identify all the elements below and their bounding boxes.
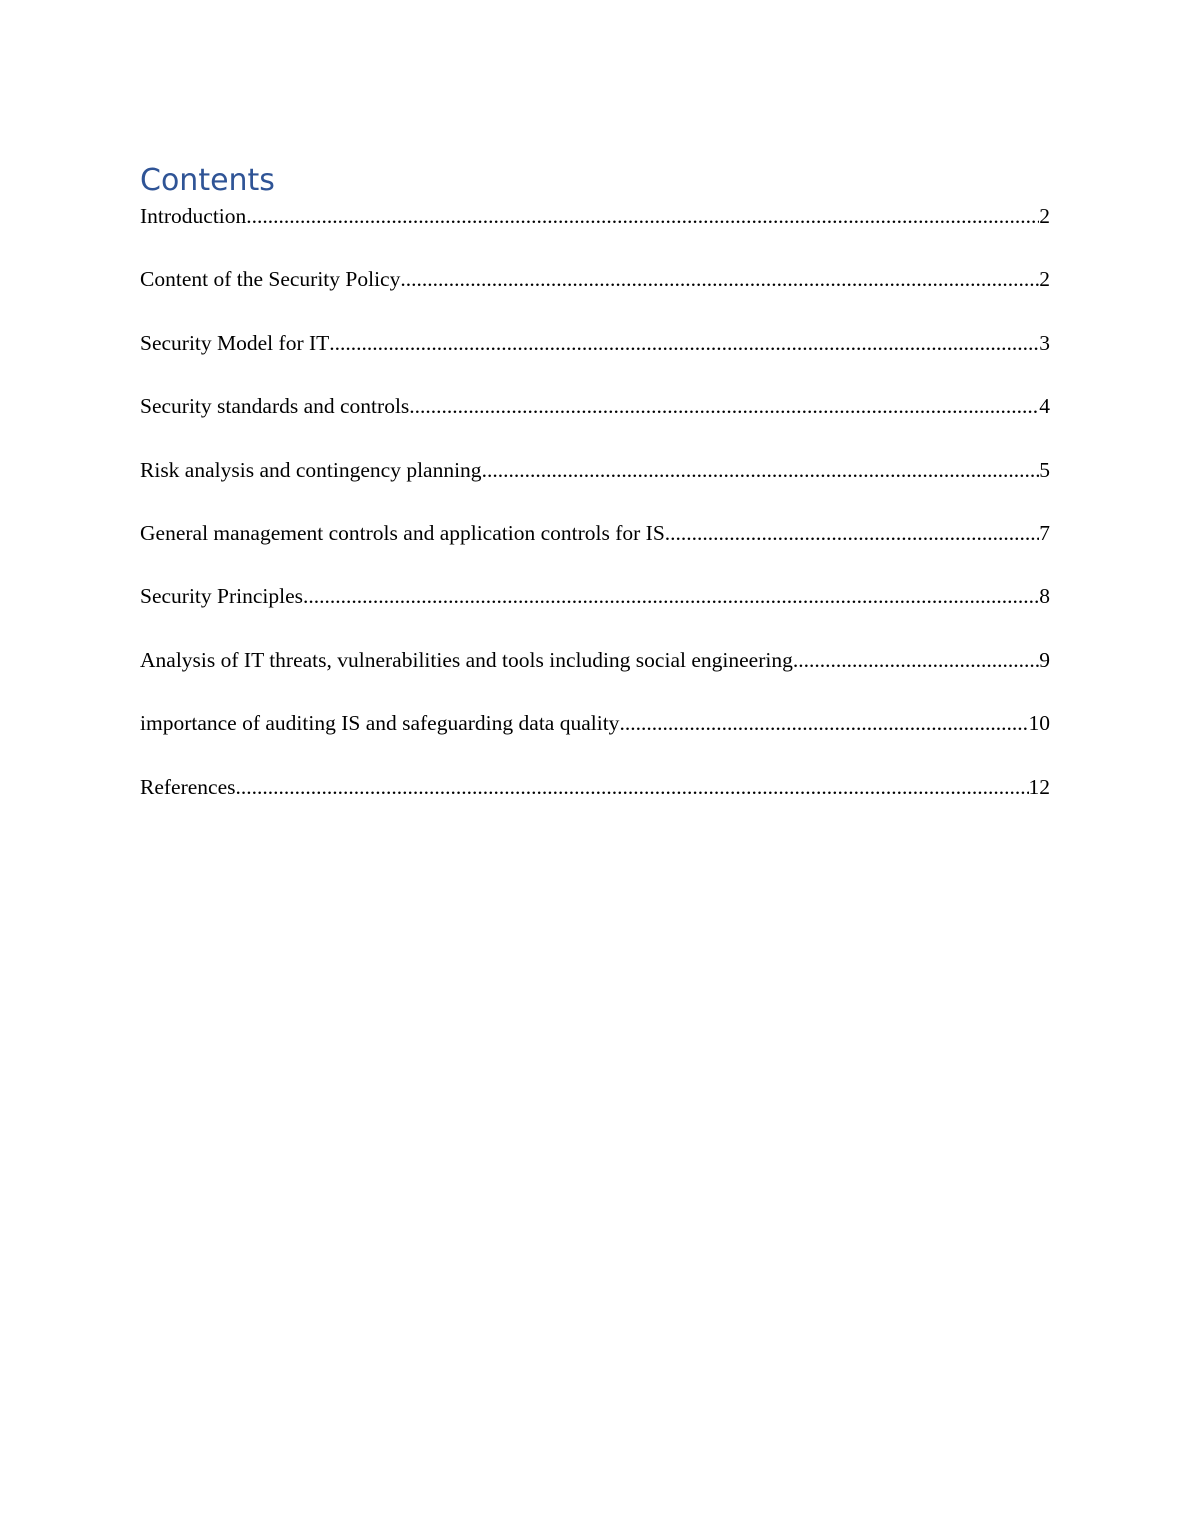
toc-dot-leader [482,456,1040,484]
toc-dot-leader [400,265,1039,293]
toc-entry-page-number: 7 [1039,520,1050,545]
toc-entry-analysis-of-it-threats[interactable] [140,646,1050,709]
toc-entry-security-principles[interactable] [140,582,1050,645]
toc-entry-page-number: 12 [1028,774,1050,799]
toc-entry-references[interactable] [140,773,1050,836]
toc-entry-content-of-security-policy[interactable] [140,265,1050,328]
toc-entry-importance-of-auditing[interactable] [140,709,1050,772]
toc-entry-risk-analysis[interactable] [140,456,1050,519]
toc-entry-title: Security Principles [140,584,304,609]
toc-entry-title: Analysis of IT threats, vulnerabilities and tools including social engineering [140,647,793,672]
toc-entry-title: Content of the Security Policy [140,267,401,292]
toc-entry-introduction[interactable] [140,202,1050,265]
toc-entry-page-number: 9 [1039,647,1050,672]
toc-dot-leader [409,392,1039,420]
toc-dot-leader [236,773,1029,801]
toc-dot-leader [246,202,1039,230]
toc-entry-title: General management controls and application controls for IS [140,520,665,545]
toc-list [140,202,1050,836]
toc-entry-page-number: 2 [1039,267,1050,292]
toc-dot-leader [329,329,1039,357]
toc-entry-page-number: 5 [1039,457,1050,482]
toc-dot-leader [793,646,1039,674]
toc-dot-leader [665,519,1039,547]
toc-entry-title: Security Model for IT [140,330,330,355]
toc-heading: Contents [140,163,275,198]
toc-entry-page-number: 2 [1039,204,1050,228]
toc-entry-page-number: 8 [1039,584,1050,609]
toc-dot-leader [619,709,1028,737]
toc-entry-security-standards-and-controls[interactable] [140,392,1050,455]
toc-dot-leader [303,582,1039,610]
toc-entry-title: References [140,774,236,799]
toc-entry-title: Security standards and controls [140,394,410,419]
toc-entry-title: Introduction [140,204,247,228]
toc-entry-security-model-for-it[interactable] [140,329,1050,392]
toc-entry-page-number: 10 [1028,711,1050,736]
toc-entry-page-number: 3 [1039,330,1050,355]
toc-entry-title: Risk analysis and contingency planning [140,457,482,482]
toc-entry-title: importance of auditing IS and safeguarding data quality [140,711,620,736]
table-of-contents [140,160,1050,836]
toc-entry-page-number: 4 [1039,394,1050,419]
toc-entry-general-management-controls[interactable] [140,519,1050,582]
